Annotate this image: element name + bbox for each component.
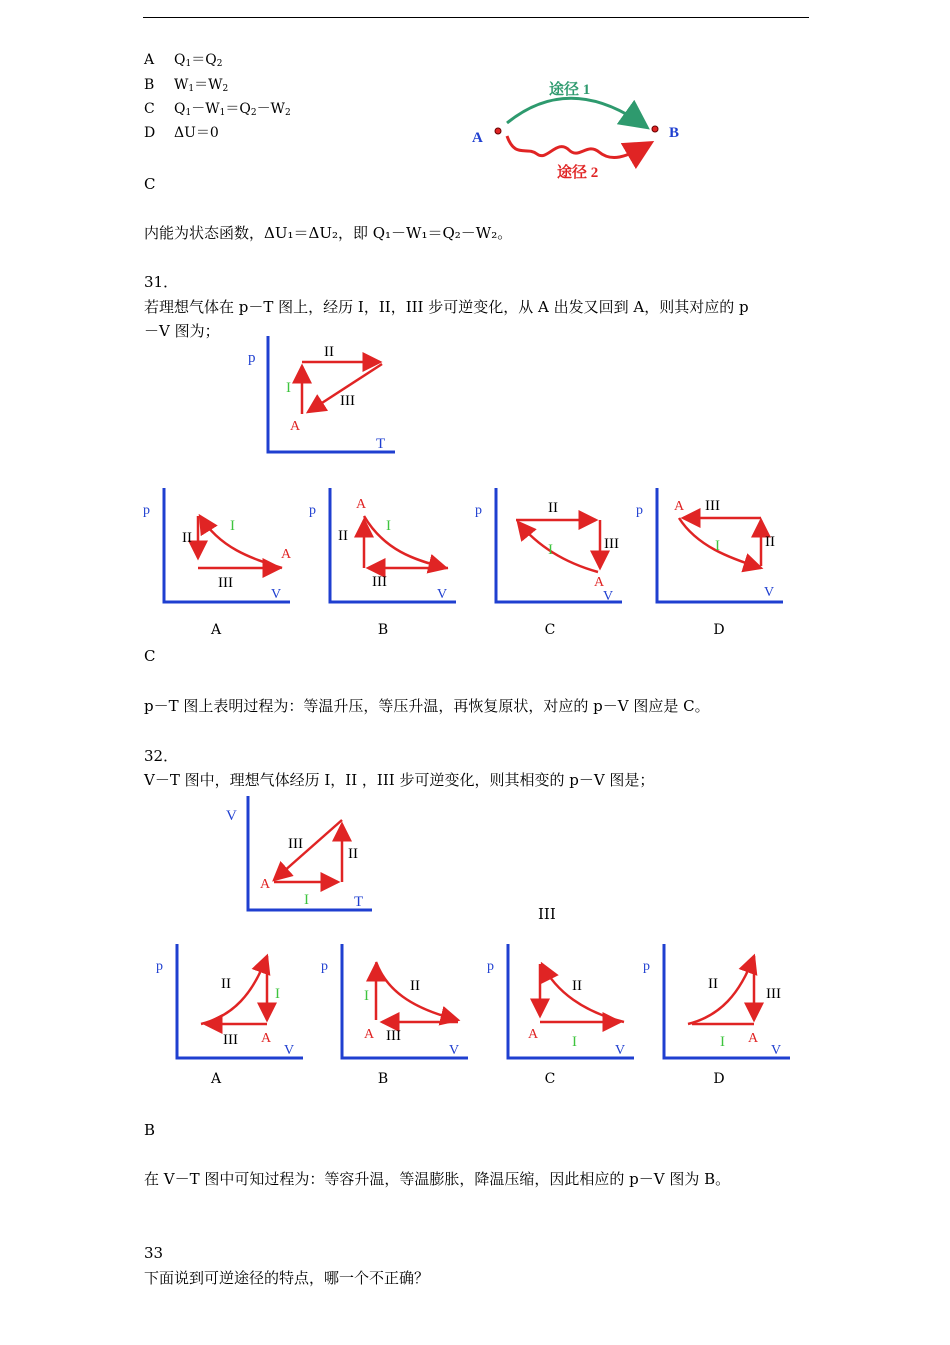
svg-text:I: I: [715, 538, 720, 554]
axis-p: p: [248, 350, 256, 366]
svg-text:p: p: [156, 959, 163, 974]
svg-text:II: II: [708, 976, 718, 992]
svg-text:p: p: [643, 959, 650, 974]
q33-number: 33: [144, 1244, 164, 1262]
q33-stem: 下面说到可逆途径的特点，哪一个不正确？: [144, 1269, 430, 1287]
svg-text:p: p: [321, 959, 328, 974]
option-a: A $Q_1=Q_2$: [144, 52, 223, 69]
path2-arrow: [507, 136, 649, 158]
svg-text:A: A: [260, 877, 271, 892]
svg-text:A: A: [748, 1031, 759, 1046]
q32-graph-b: [318, 944, 458, 1064]
svg-text:III: III: [604, 536, 619, 552]
q31-caption-d: D: [713, 622, 725, 638]
q31-caption-a: A: [210, 622, 222, 638]
svg-text:A: A: [281, 547, 292, 562]
path-diagram: [465, 74, 705, 184]
svg-text:A: A: [364, 1027, 375, 1042]
svg-text:III: III: [386, 1028, 401, 1044]
point-a: [495, 128, 501, 134]
axis-v: V: [226, 808, 237, 824]
svg-text:V: V: [437, 587, 448, 602]
point-b-label: B: [669, 125, 680, 141]
q32-caption-a: A: [210, 1071, 222, 1087]
point-a-label: A: [472, 130, 483, 146]
q30-explanation: 内能为状态函数，ΔU₁＝ΔU₂，即 Q₁－W₁＝Q₂－W₂。: [144, 224, 513, 242]
q31-graph-b: [306, 488, 446, 608]
svg-text:p: p: [309, 503, 316, 518]
q32-explanation: 在 V－T 图中可知过程为：等容升温，等温膨胀，降温压缩，因此相应的 p－V 图为 B。: [144, 1170, 731, 1188]
point-b: [652, 126, 658, 132]
svg-text:A: A: [594, 575, 605, 590]
q30-answer: C: [144, 175, 156, 193]
svg-text:p: p: [475, 503, 482, 518]
option-b: B $W_1=W_2$: [144, 77, 229, 94]
svg-text:III: III: [288, 836, 303, 852]
svg-text:III: III: [705, 498, 720, 514]
svg-text:I: I: [275, 986, 280, 1002]
q32-graph-c: [484, 944, 624, 1064]
svg-text:II: II: [548, 500, 558, 516]
svg-text:II: II: [572, 978, 582, 994]
q31-graph-c: [472, 488, 619, 608]
svg-text:A: A: [674, 499, 685, 514]
option-d: D ΔU＝0: [144, 125, 219, 141]
label-ii: II: [324, 344, 334, 360]
q31-stem-line2: －V 图为；: [144, 322, 220, 340]
q32-graph-d: [640, 944, 780, 1064]
q32-number: 32．: [144, 747, 179, 765]
q32-caption-d: D: [713, 1071, 725, 1087]
svg-text:I: I: [304, 892, 309, 908]
svg-text:V: V: [764, 585, 775, 600]
svg-text:III: III: [218, 575, 233, 591]
q31-main-graph: [240, 336, 390, 461]
q31-number: 31．: [144, 273, 179, 291]
svg-text:V: V: [771, 1043, 782, 1058]
q32-answer: B: [144, 1121, 156, 1139]
svg-text:V: V: [615, 1043, 626, 1058]
q31-graph-a: [140, 488, 292, 608]
header-rule: [143, 17, 809, 18]
q31-caption-b: B: [377, 622, 389, 638]
svg-text:I: I: [720, 1034, 725, 1050]
path1-label: 途径 1: [549, 82, 591, 98]
svg-text:II: II: [765, 534, 775, 550]
svg-text:III: III: [372, 574, 387, 590]
svg-text:A: A: [528, 1027, 539, 1042]
svg-text:III: III: [766, 986, 781, 1002]
svg-text:II: II: [410, 978, 420, 994]
axis-t2: T: [354, 894, 364, 910]
q31-graph-d: [633, 488, 773, 608]
q32-graph-a: [153, 944, 293, 1064]
q31-explanation: p－T 图上表明过程为：等温升压，等压升温，再恢复原状，对应的 p－V 图应是 C。: [144, 697, 710, 715]
axis-t: T: [376, 436, 386, 452]
svg-text:A: A: [261, 1031, 272, 1046]
svg-text:V: V: [271, 587, 282, 602]
label-a: A: [290, 419, 301, 434]
svg-text:II: II: [348, 846, 358, 862]
svg-text:I: I: [364, 988, 369, 1004]
svg-text:I: I: [548, 542, 553, 558]
svg-text:I: I: [386, 518, 391, 534]
q31-stem-line1: 若理想气体在 p－T 图上，经历 I，II，III 步可逆变化，从 A 出发又回到 A，则其对应的 p: [144, 298, 749, 316]
svg-text:V: V: [284, 1043, 295, 1058]
svg-text:V: V: [603, 589, 614, 604]
label-iii: III: [340, 393, 355, 409]
q32-main-graph: [222, 796, 372, 916]
svg-text:II: II: [182, 530, 192, 546]
q31-caption-c: C: [544, 622, 556, 638]
svg-text:II: II: [221, 976, 231, 992]
q32-stem: V－T 图中，理想气体经历 I，II ，III 步可逆变化，则其相变的 p－V 图是；: [144, 771, 655, 789]
svg-text:p: p: [143, 503, 150, 518]
svg-text:III: III: [223, 1032, 238, 1048]
svg-text:p: p: [487, 959, 494, 974]
path1-arrow: [507, 98, 645, 126]
svg-text:II: II: [338, 528, 348, 544]
q31-answer: C: [144, 647, 156, 665]
svg-text:p: p: [636, 503, 643, 518]
path2-label: 途径 2: [557, 165, 599, 181]
q32-caption-c: C: [544, 1071, 556, 1087]
svg-text:I: I: [230, 518, 235, 534]
option-c: C $Q_1-W_1=Q_2-W_2$: [144, 101, 291, 118]
svg-text:A: A: [356, 497, 367, 512]
q32-caption-b: B: [377, 1071, 389, 1087]
svg-text:I: I: [572, 1034, 577, 1050]
svg-text:V: V: [449, 1043, 460, 1058]
label-i: I: [286, 380, 291, 396]
q32-stray-label: III: [538, 905, 556, 923]
